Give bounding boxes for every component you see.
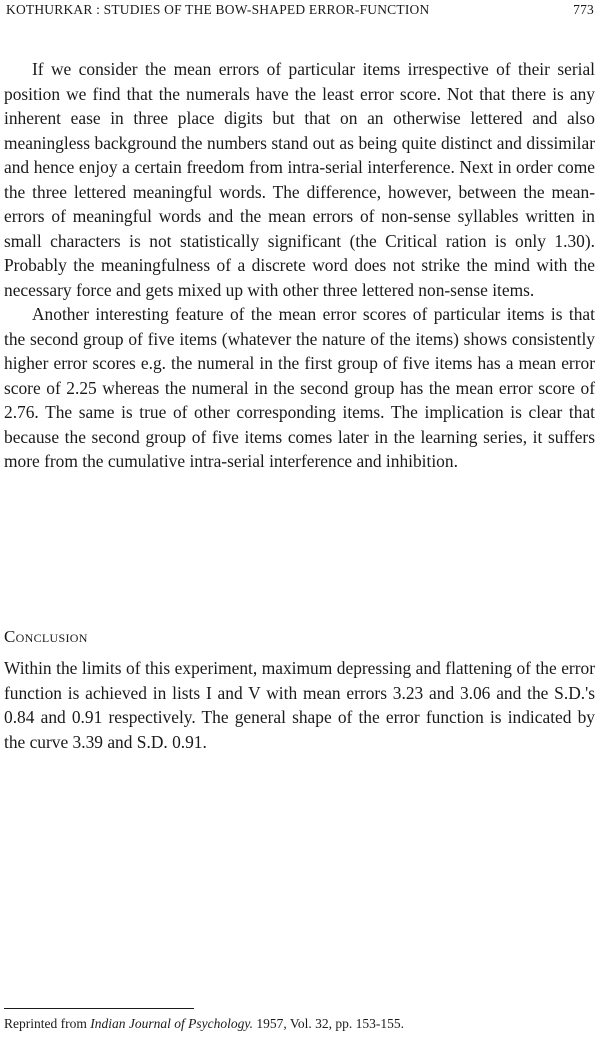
body-text <box>4 57 595 474</box>
section-heading-conclusion: Conclusion <box>4 627 88 646</box>
footnote-details: 1957, Vol. 32, pp. 153-155. <box>256 1016 404 1031</box>
running-head-title: KOTHURKAR : STUDIES OF THE BOW-SHAPED ERROR-FUNCTION <box>6 2 430 17</box>
page-number: 773 <box>573 2 594 17</box>
conclusion-body <box>4 656 595 754</box>
paragraph-mean-errors: If we consider the mean errors of particular items irrespective of their serial position we find that the numerals have the least error score. Not that there is any inherent ease in three place digits but that on an otherwise lettered and also meaningless background the numbers stand out as being quite distinct and dissimilar and hence enjoy a certain freedom from intra-serial interference. Next in order come the three lettered meaningful words. The difference, however, between the mean-errors of meaningful words and the mean errors of non-sense syllables written in small characters is not statistically significant (the Critical ration is only 1.30). Probably the meaningfulness of a discrete word does not strike the mind with the necessary force and gets mixed up with other three lettered non-sense items. <box>4 59 595 300</box>
footnote-journal: Indian Journal of Psychology. <box>90 1016 253 1031</box>
footnote-divider <box>4 1008 194 1009</box>
footnote-prefix: Reprinted from <box>4 1016 87 1031</box>
paragraph-second-group: Another interesting feature of the mean error scores of particular items is that the second group of five items (whatever the nature of the items) shows consistently higher error scores e.g. the numeral in the first group of five items has a mean error score of 2.25 whereas the numeral in the second group has the mean error score of 2.76. The same is true of other corresponding items. The implication is clear that because the second group of five items comes later in the learning series, it suffers more from the cumulative intra-serial interference and inhibition. <box>4 304 595 471</box>
footnote <box>4 1016 596 1032</box>
conclusion-paragraph: Within the limits of this experiment, maximum depressing and flattening of the error function is achieved in lists I and V with mean errors 3.23 and 3.06 and the S.D.'s 0.84 and 0.91 respectively. The general shape of the error function is indicated by the curve 3.39 and S.D. 0.91. <box>4 658 595 752</box>
